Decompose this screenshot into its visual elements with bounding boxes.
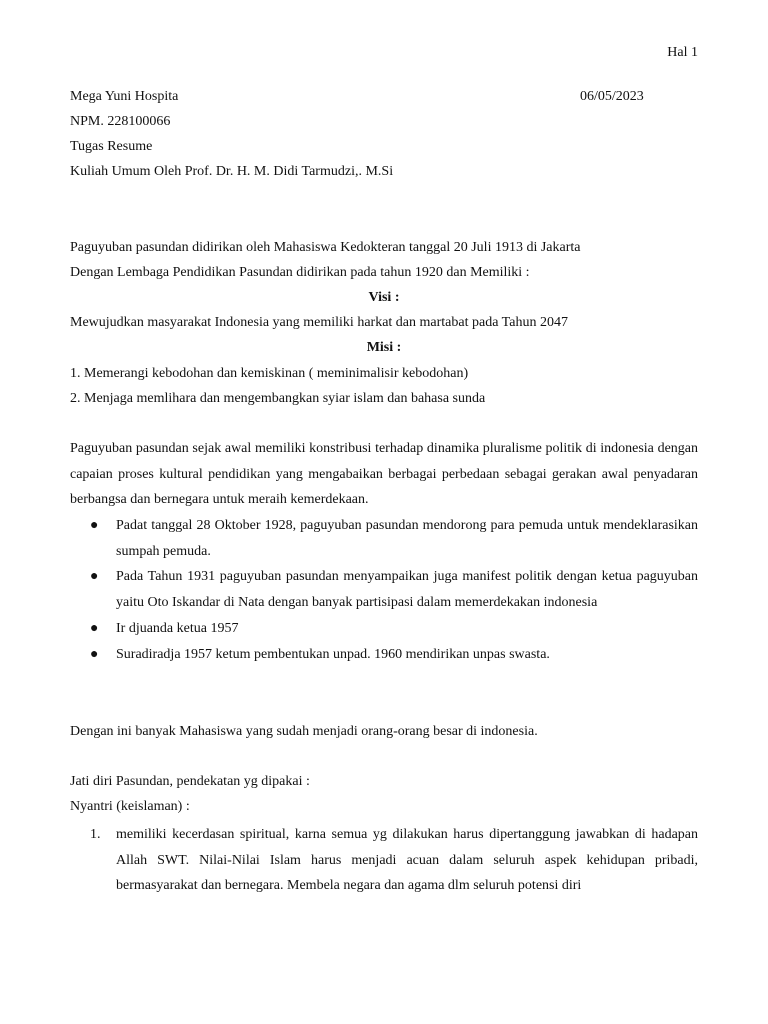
list-item-text: Suradiradja 1957 ketum pembentukan unpad. 1960 mendirikan unpas swasta. bbox=[116, 646, 550, 662]
list-item bbox=[70, 642, 698, 668]
visi-text: Mewujudkan masyarakat Indonesia yang memiliki harkat dan martabat pada Tahun 2047 bbox=[70, 315, 568, 330]
intro-line-1: Paguyuban pasundan didirikan oleh Mahasiswa Kedokteran tanggal 20 Juli 1913 di Jakarta bbox=[70, 240, 581, 255]
misi-item: 1. Memerangi kebodohan dan kemiskinan ( meminimalisir kebodohan) bbox=[70, 366, 469, 381]
closing-statement: Dengan ini banyak Mahasiswa yang sudah menjadi orang-orang besar di indonesia. bbox=[70, 724, 538, 739]
jati-diri-numbered-list bbox=[70, 822, 698, 899]
list-item-text: memiliki kecerdasan spiritual, karna semua yg dilakukan harus dipertanggung jawabkan di hadapan Allah SWT. Nilai-Nilai Islam harus menjadi acuan dalam seluruh aspek kehidupan pribadi, bermasyarakat dan bernegara. Membela negara dan agama dlm seluruh potensi diri bbox=[116, 827, 698, 894]
document-date: 06/05/2023 bbox=[580, 89, 644, 104]
kontribusi-bullet-list bbox=[70, 513, 698, 667]
misi-heading: Misi : bbox=[366, 340, 402, 355]
jati-diri-heading: Jati diri Pasundan, pendekatan yg dipakai : bbox=[70, 774, 310, 789]
list-item-text: Padat tanggal 28 Oktober 1928, paguyuban pasundan mendorong para pemuda untuk mendeklarasikan sumpah pemuda. bbox=[116, 518, 698, 559]
jati-diri-subheading: Nyantri (keislaman) : bbox=[70, 799, 190, 814]
misi-item: 2. Menjaga memlihara dan mengembangkan syiar islam dan bahasa sunda bbox=[70, 391, 486, 406]
author-name: Mega Yuni Hospita bbox=[70, 89, 179, 104]
list-number: 1. bbox=[90, 827, 101, 842]
bullet-icon: ● bbox=[90, 620, 99, 636]
lecture-title: Kuliah Umum Oleh Prof. Dr. H. M. Didi Tarmudzi,. M.Si bbox=[70, 164, 394, 179]
assignment-title: Tugas Resume bbox=[70, 139, 153, 154]
bullet-icon: ● bbox=[90, 646, 99, 662]
list-item bbox=[70, 616, 698, 642]
visi-heading: Visi : bbox=[368, 290, 400, 305]
bullet-icon: ● bbox=[90, 569, 99, 585]
list-item bbox=[70, 513, 698, 564]
list-item bbox=[70, 822, 698, 899]
student-npm: NPM. 228100066 bbox=[70, 114, 171, 129]
intro-line-2: Dengan Lembaga Pendidikan Pasundan didirikan pada tahun 1920 dan Memiliki : bbox=[70, 265, 530, 280]
list-item-text: Pada Tahun 1931 paguyuban pasundan menyampaikan juga manifest politik dengan ketua paguyuban yaitu Oto Iskandar di Nata dengan banyak partisipasi dalam memerdekakan indonesia bbox=[116, 569, 698, 611]
list-item-text: Ir djuanda ketua 1957 bbox=[116, 620, 239, 636]
kontribusi-paragraph: Paguyuban pasundan sejak awal memiliki konstribusi terhadap dinamika pluralisme politik di indonesia dengan capaian proses kultural pendidikan yang mengabaikan berbagai perbedaan sebagai gerakan awal penyadaran berbangsa dan bernegara untuk meraih kemerdekaan. bbox=[70, 441, 698, 508]
page-number: Hal 1 bbox=[667, 45, 698, 60]
list-item bbox=[70, 564, 698, 615]
bullet-icon: ● bbox=[90, 518, 99, 533]
